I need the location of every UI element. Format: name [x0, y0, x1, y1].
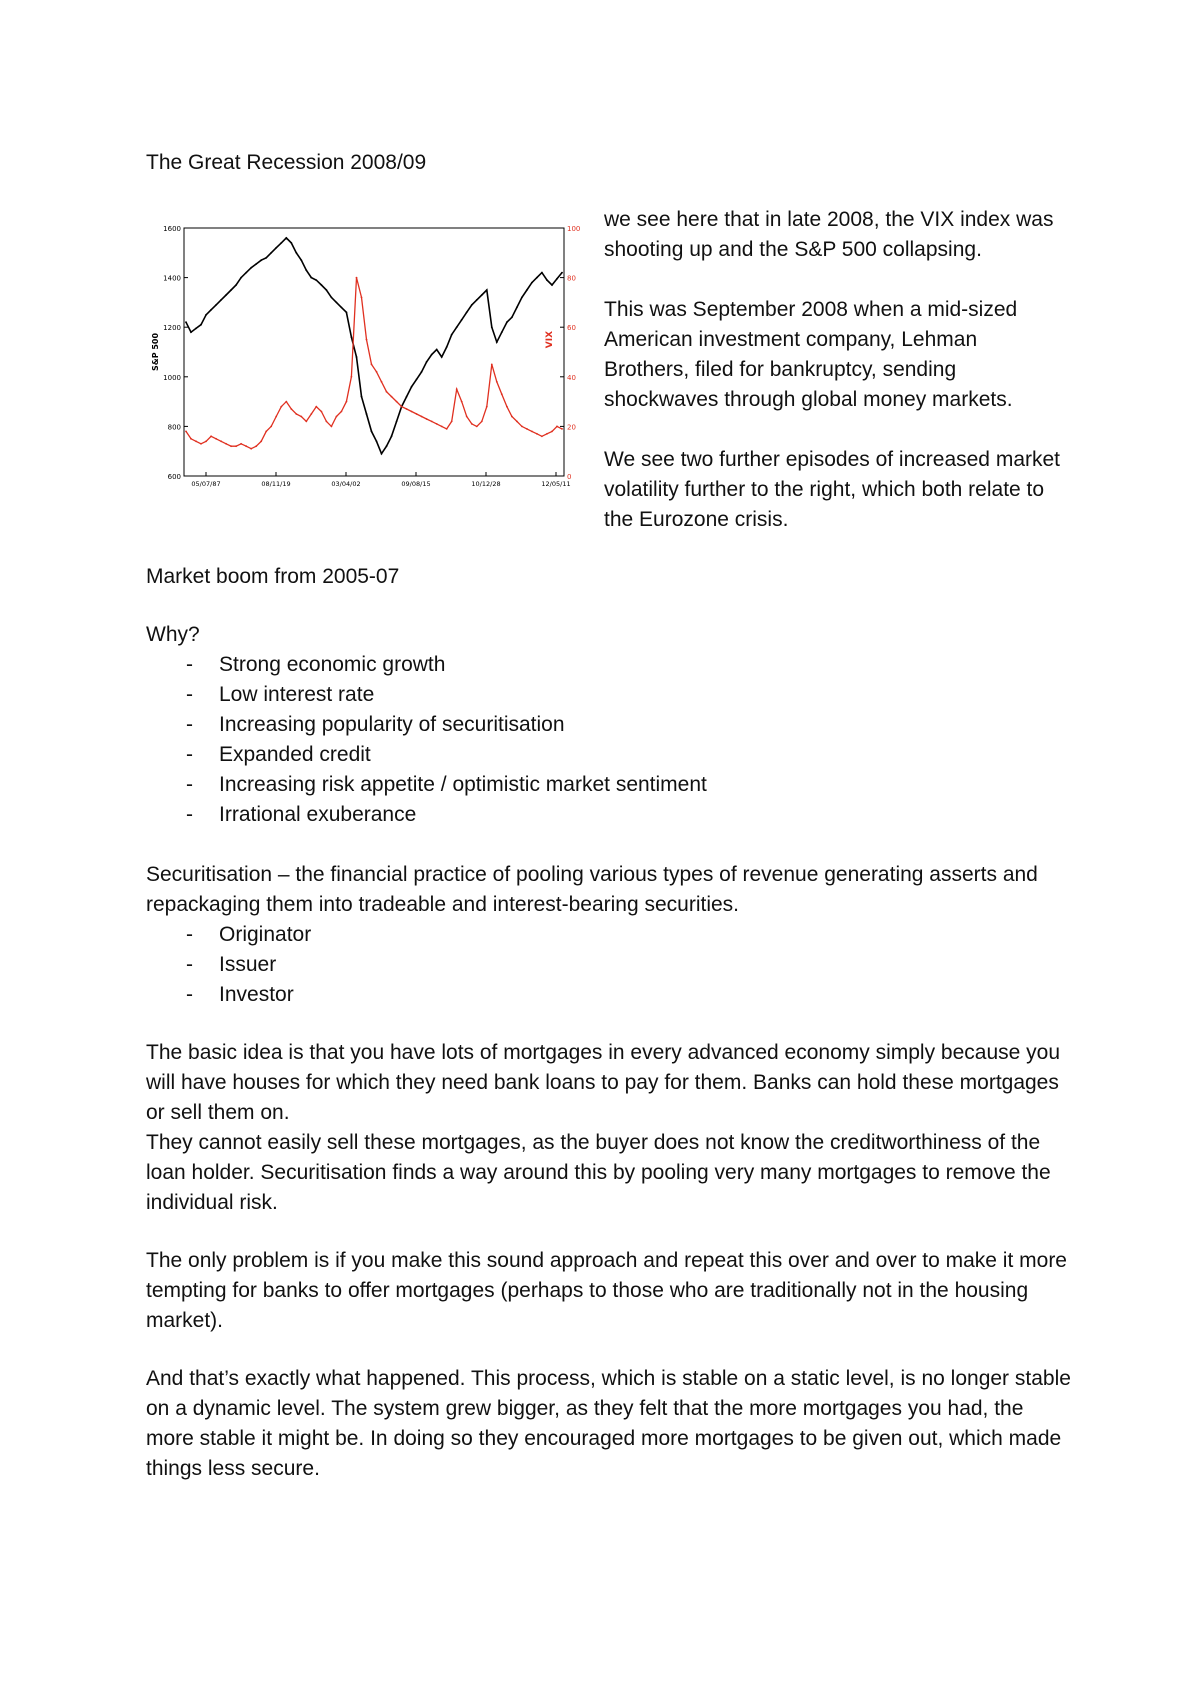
vix-point [290, 408, 292, 410]
sp500-point [321, 284, 323, 286]
sp500-point [456, 326, 458, 328]
x-tick-label: 12/05/11 [541, 480, 571, 488]
sp500-point [436, 349, 438, 351]
vix-point [220, 440, 222, 442]
vix-point [421, 416, 423, 418]
vix-point [491, 364, 493, 366]
sp500-point [220, 299, 222, 301]
vix-point [556, 426, 558, 428]
vix-point [386, 391, 388, 393]
left-tick-label: 600 [167, 473, 181, 481]
vix-point [411, 411, 413, 413]
list-item: - Strong economic growth [146, 650, 707, 680]
sp500-point [526, 289, 528, 291]
vix-point [416, 413, 418, 415]
vix-point [466, 416, 468, 418]
vix-point [346, 401, 348, 403]
x-tick-label: 09/08/15 [401, 480, 431, 488]
vix-point [270, 426, 272, 428]
vix-point [371, 364, 373, 366]
sp500-vix-chart [146, 218, 581, 498]
vix-point [401, 406, 403, 408]
sp500-point [326, 289, 328, 291]
vix-point [225, 443, 227, 445]
sp500-point [195, 328, 197, 330]
sp500-point [546, 279, 548, 281]
body-paragraph-4: And that’s exactly what happened. This process, which is stable on a static level, is no longer stable on a dynamic level. The system grew bigger, as they felt that the more mortgages you had, the more stable it might be. In doing so they encouraged more mortgages to be given out, which made things less secure. [146, 1367, 1071, 1480]
vix-point [250, 448, 252, 450]
vix-point [381, 381, 383, 383]
sp500-point [446, 346, 448, 348]
vix-point [351, 376, 353, 378]
list-item: - Increasing risk appetite / optimistic market sentiment [146, 770, 707, 800]
body-paragraph-3: The only problem is if you make this sound approach and repeat this over and over to make it more tempting for banks to offer mortgages (perhaps to those who are traditionally not in the housing market). [146, 1249, 1067, 1332]
list-item: - Increasing popularity of securitisation [146, 710, 707, 740]
left-tick-label: 1600 [163, 225, 181, 233]
vix-point [305, 421, 307, 423]
intro-paragraph-3: We see two further episodes of increased market volatility further to the right, which both relate to the Eurozone crisis. [604, 448, 1061, 531]
vix-point [551, 431, 553, 433]
vix-point [406, 408, 408, 410]
sp500-point [280, 242, 282, 244]
left-tick-label: 1200 [163, 324, 181, 333]
sp500-point [496, 341, 498, 343]
vix-point [446, 428, 448, 430]
sp500-point [441, 356, 443, 358]
sp500-point [245, 272, 247, 274]
sp500-point [411, 386, 413, 388]
sp500-point [295, 252, 297, 254]
vix-point [336, 416, 338, 418]
sp500-point [396, 421, 398, 423]
dash-bullet: - [186, 683, 193, 706]
vix-point [531, 431, 533, 433]
sp500-point [305, 269, 307, 271]
sp500-point [381, 453, 383, 455]
list-item: - Investor [146, 980, 311, 1010]
vix-point [376, 371, 378, 373]
sp500-point [531, 282, 533, 284]
vix-point [310, 413, 312, 415]
securitisation-roles [146, 920, 311, 1010]
vix-point [315, 406, 317, 408]
vix-point [541, 435, 543, 437]
vix-point [396, 401, 398, 403]
sp500-point [461, 319, 463, 321]
vix-point [436, 423, 438, 425]
sp500-point [481, 294, 483, 296]
sp500-point [250, 267, 252, 269]
left-axis-label: S&P 500 [151, 332, 160, 372]
vix-point [501, 393, 503, 395]
sp500-point [270, 252, 272, 254]
sp500-point [541, 272, 543, 274]
vix-point [471, 423, 473, 425]
sp500-point [391, 435, 393, 437]
vix-point [185, 431, 187, 433]
sp500-point [285, 237, 287, 239]
sp500-point [300, 259, 302, 261]
vix-point [361, 297, 363, 299]
right-tick-label: 0 [567, 473, 572, 481]
sp500-point [290, 242, 292, 244]
sp500-point [466, 311, 468, 313]
vix-point [366, 339, 368, 341]
sp500-line [186, 238, 562, 454]
vix-point [195, 440, 197, 442]
sp500-point [331, 297, 333, 299]
vix-point [300, 416, 302, 418]
vix-point [205, 440, 207, 442]
sp500-point [491, 326, 493, 328]
vix-point [280, 406, 282, 408]
plot-frame [184, 228, 564, 476]
list-item: - Low interest rate [146, 680, 707, 710]
left-tick-label: 800 [167, 423, 181, 432]
sp500-point [210, 309, 212, 311]
sp500-point [215, 304, 217, 306]
left-tick-label: 1000 [163, 373, 181, 382]
sp500-point [315, 279, 317, 281]
sp500-point [230, 289, 232, 291]
sp500-point [336, 302, 338, 304]
sp500-point [255, 263, 257, 265]
vix-point [536, 433, 538, 435]
vix-point [426, 418, 428, 420]
vix-point [516, 421, 518, 423]
vix-point [341, 411, 343, 413]
vix-point [265, 431, 267, 433]
dash-bullet: - [186, 803, 193, 826]
vix-point [451, 421, 453, 423]
vix-point [441, 426, 443, 428]
right-tick-label: 100 [567, 225, 581, 233]
sp500-point [556, 278, 558, 280]
right-tick-label: 60 [567, 324, 576, 333]
sp500-point [471, 304, 473, 306]
list-item: - Expanded credit [146, 740, 707, 770]
sp500-point [356, 356, 358, 358]
vix-point [255, 445, 257, 447]
sp500-point [185, 321, 187, 323]
vix-point [245, 445, 247, 447]
vix-point [356, 277, 358, 279]
sp500-point [341, 307, 343, 309]
why-label: Why? [146, 623, 200, 646]
dash-bullet: - [186, 953, 193, 976]
sp500-point [200, 324, 202, 326]
vix-point [230, 445, 232, 447]
sp500-point [511, 316, 513, 318]
sp500-point [260, 259, 262, 261]
vix-point [215, 438, 217, 440]
sp500-point [265, 257, 267, 259]
vix-line [186, 278, 562, 449]
vix-point [260, 440, 262, 442]
body-paragraph-2: They cannot easily sell these mortgages, as the buyer does not know the creditworthiness of the loan holder. Securitisation finds a way around this by pooling very many mortgages to remove the individual risk. [146, 1131, 1051, 1214]
vix-point [235, 445, 237, 447]
vix-point [331, 426, 333, 428]
vix-point [496, 381, 498, 383]
why-list [146, 650, 707, 830]
sp500-point [190, 331, 192, 333]
sp500-point [376, 440, 378, 442]
dash-bullet: - [186, 923, 193, 946]
vix-point [546, 433, 548, 435]
list-item: - Issuer [146, 950, 311, 980]
sp500-point [406, 396, 408, 398]
sp500-point [561, 272, 563, 274]
sp500-point [205, 314, 207, 316]
sp500-point [521, 297, 523, 299]
securitisation-definition: Securitisation – the financial practice of pooling various types of revenue generating asserts and repackaging them into tradeable and interest-bearing securities. [146, 863, 1038, 916]
sp500-point [421, 371, 423, 373]
vix-point [561, 428, 563, 430]
sp500-point [366, 413, 368, 415]
dash-bullet: - [186, 713, 193, 736]
vix-point [511, 416, 513, 418]
sp500-point [361, 396, 363, 398]
sp500-point [371, 431, 373, 433]
sp500-point [240, 277, 242, 279]
vix-point [295, 413, 297, 415]
sp500-point [506, 321, 508, 323]
sp500-point [386, 445, 388, 447]
dash-bullet: - [186, 743, 193, 766]
left-tick-label: 1400 [163, 274, 181, 283]
page-title: The Great Recession 2008/09 [146, 151, 427, 174]
right-tick-label: 80 [567, 274, 576, 283]
sp500-point [486, 289, 488, 291]
vix-point [285, 401, 287, 403]
vix-point [526, 428, 528, 430]
intro-paragraph-2: This was September 2008 when a mid-sized American investment company, Lehman Brothers, filed for bankruptcy, sending shockwaves through global money markets. [604, 298, 1018, 411]
vix-point [481, 421, 483, 423]
dash-bullet: - [186, 983, 193, 1006]
dash-bullet: - [186, 653, 193, 676]
sp500-point [346, 311, 348, 313]
vix-point [326, 421, 328, 423]
vix-point [190, 438, 192, 440]
sp500-point [516, 307, 518, 309]
vix-point [321, 411, 323, 413]
sp500-point [551, 284, 553, 286]
sp500-point [416, 378, 418, 380]
sp500-point [476, 299, 478, 301]
sp500-point [275, 247, 277, 249]
vix-point [506, 406, 508, 408]
vix-point [240, 443, 242, 445]
list-item: - Irrational exuberance [146, 800, 707, 830]
intro-paragraph-1: we see here that in late 2008, the VIX index was shooting up and the S&P 500 collapsing. [604, 208, 1054, 261]
chart-commentary [604, 205, 1064, 535]
sp500-point [225, 294, 227, 296]
vix-point [521, 426, 523, 428]
vix-point [456, 388, 458, 390]
sp500-point [451, 334, 453, 336]
x-tick-label: 10/12/28 [471, 480, 501, 488]
vix-point [275, 416, 277, 418]
boom-heading: Market boom from 2005-07 [146, 565, 400, 588]
vix-point [391, 396, 393, 398]
x-tick-label: 05/07/87 [191, 480, 221, 488]
x-tick-label: 03/04/02 [331, 480, 361, 488]
dash-bullet: - [186, 773, 193, 796]
sp500-point [536, 277, 538, 279]
vix-point [210, 435, 212, 437]
sp500-point [426, 361, 428, 363]
body-paragraph-1: The basic idea is that you have lots of mortgages in every advanced economy simply because you will have houses for which they need bank loans to pay for them. Banks can hold these mortgages or sell them on. [146, 1041, 1061, 1124]
sp500-point [431, 354, 433, 356]
vix-point [200, 443, 202, 445]
right-tick-label: 40 [567, 373, 576, 382]
x-tick-label: 08/11/19 [261, 480, 291, 488]
vix-point [476, 426, 478, 428]
list-item: - Originator [146, 920, 311, 950]
vix-point [486, 406, 488, 408]
vix-point [461, 401, 463, 403]
vix-point [431, 421, 433, 423]
right-tick-label: 20 [567, 423, 576, 432]
sp500-point [501, 331, 503, 333]
right-axis-label: VIX [545, 330, 555, 349]
sp500-point [310, 277, 312, 279]
sp500-point [351, 336, 353, 338]
sp500-point [235, 284, 237, 286]
